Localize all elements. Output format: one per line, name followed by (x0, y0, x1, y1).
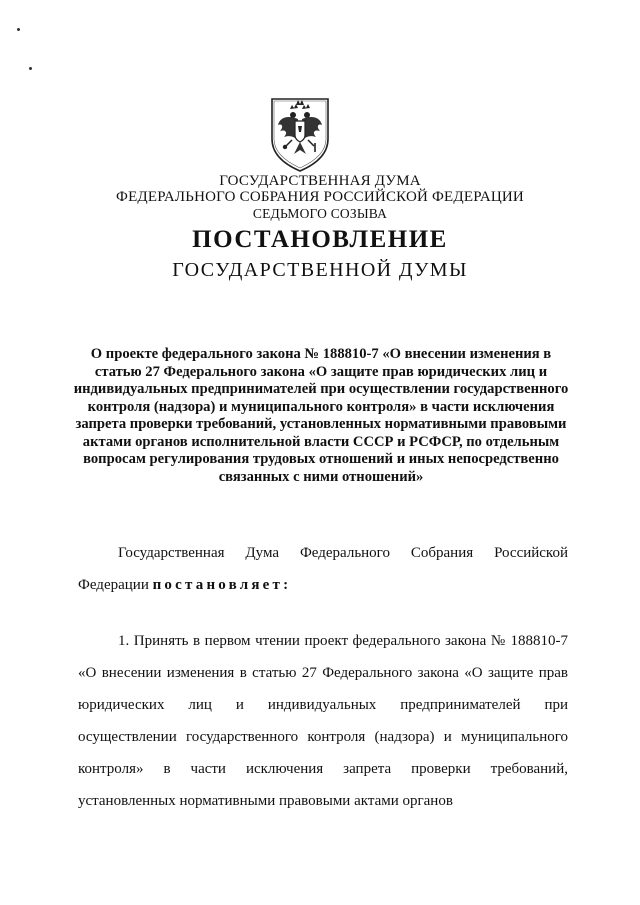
org-name-line2: ФЕДЕРАЛЬНОГО СОБРАНИЯ РОССИЙСКОЙ ФЕДЕРАЦИИ (116, 189, 524, 205)
document-type-subtitle: ГОСУДАРСТВЕННОЙ ДУМЫ (172, 259, 468, 281)
document-type-title: ПОСТАНОВЛЕНИЕ (192, 226, 448, 253)
scan-speck (29, 67, 32, 70)
intro-verb: постановляет: (152, 577, 292, 593)
resolution-intro (78, 537, 568, 601)
document-subject: О проекте федерального закона № 188810-7 «О внесении изменения в статью 27 Федерального закона «О защите прав юридических лиц и индивидуальных предпринимателей при осуществлении государственного контроля (надзора) и муниципального контроля» в части исключения запрета проверки требований, установленных нормативными правовыми актами органов исполнительной власти СССР и РСФСР, по отдельным вопросам регулирования трудовых отношений и иных непосредственно связанных с ними отношений» (73, 346, 569, 485)
resolution-item-1: 1. Принять в первом чтении проект федерального закона № 188810-7 «О внесении изменения в статью 27 Федерального закона «О защите прав юридических лиц и индивидуальных предпринимателей при осуществлении государственного контроля (надзора) и муниципального контроля» в части исключения запрета проверки требований, установленных нормативными правовыми актами органов (78, 633, 568, 809)
scan-speck (17, 28, 20, 31)
org-name-line1: ГОСУДАРСТВЕННАЯ ДУМА (219, 173, 421, 189)
intro-text: Государственная Дума Федерального Собрания Российской Федерации (78, 545, 568, 593)
convocation-line: СЕДЬМОГО СОЗЫВА (252, 206, 388, 221)
coat-of-arms-icon (268, 95, 332, 173)
